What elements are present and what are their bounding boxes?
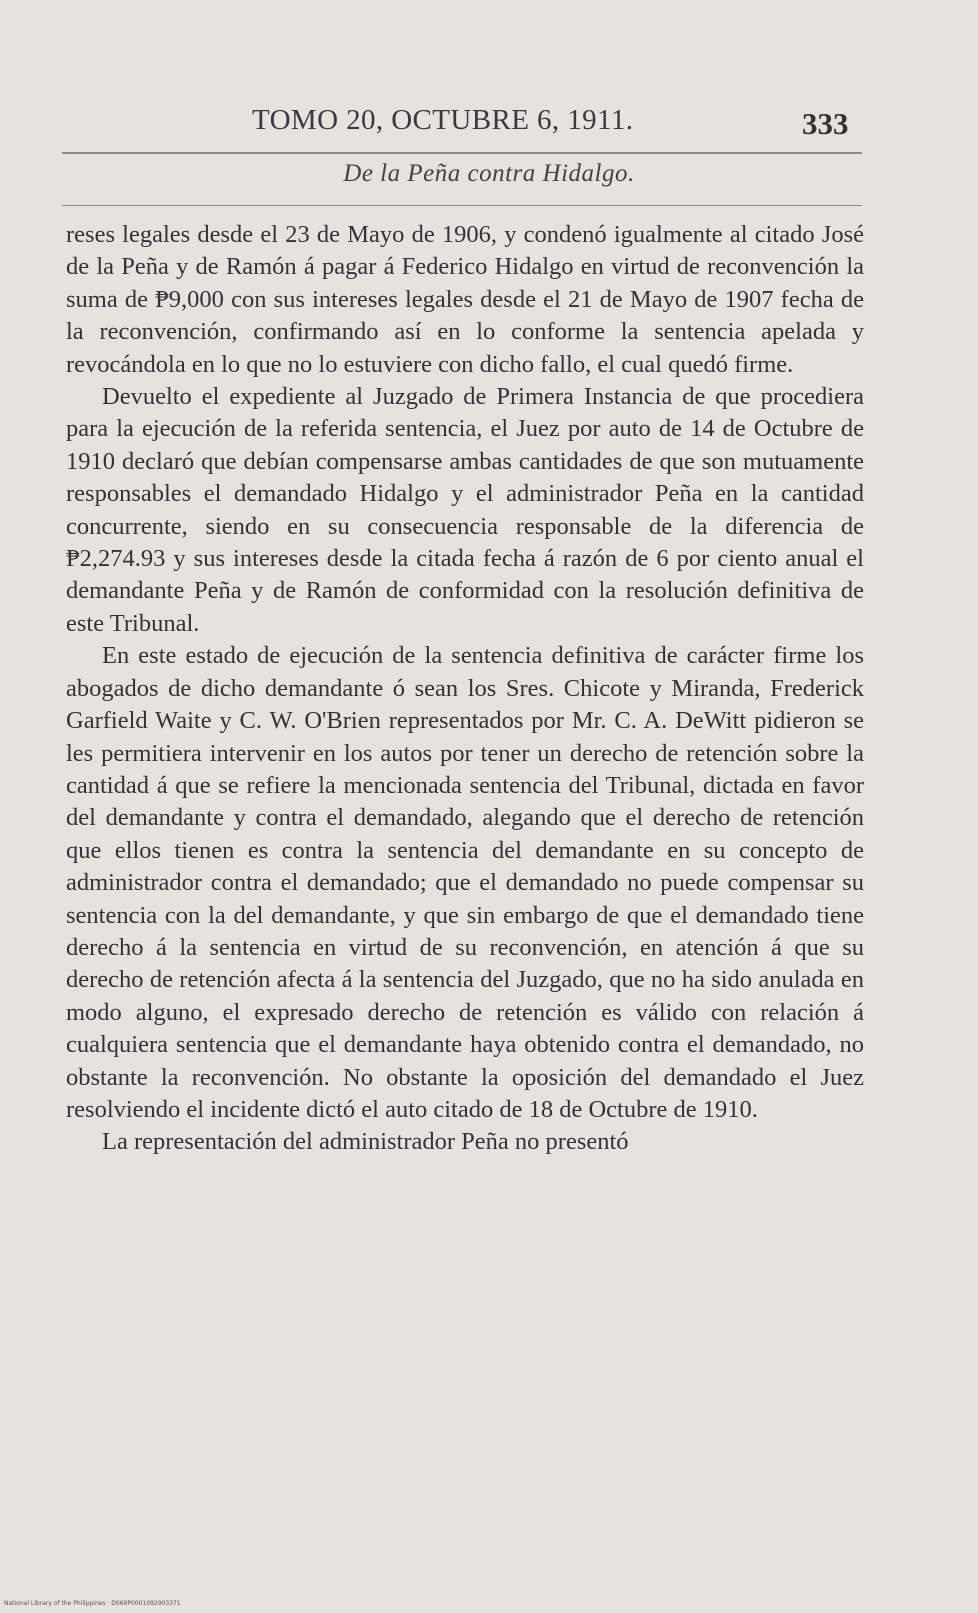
paragraph: Devuelto el expediente al Juzgado de Primera Instancia de que procediera para la ejecución de la referida sentencia, el Juez por auto de 14 de Octubre de 1910 declaró que debían compensarse ambas cantidades de que son mutuamente responsables el demandado Hidalgo y el administrador Peña en la cantidad concurrente, siendo en su consecuencia responsable de la diferencia de ₱2,274.93 y sus intereses desde la citada fecha á razón de 6 por ciento anual el demandante Peña y de Ramón de conformidad con la resolución definitiva de este Tribunal.	[66, 383, 864, 637]
paragraph: La representación del administrador Peña no presentó	[102, 1128, 629, 1156]
page-header	[0, 104, 978, 150]
running-title: TOMO 20, OCTUBRE 6, 1911.	[252, 104, 634, 136]
case-title: De la Peña contra Hidalgo.	[343, 160, 635, 187]
paragraph: En este estado de ejecución de la sentencia definitiva de carácter firme los abogados de dicho demandante ó sean los Sres. Chicote y Miranda, Frederick Garfield Waite y C. W. O'Brien representados por Mr. C. A. DeWitt pidieron se les permitiera intervenir en los autos por tener un derecho de retención sobre la cantidad á que se refiere la mencionada sentencia del Tribunal, dictada en favor del demandante y contra el demandado, alegando que el derecho de retención que ellos tienen es contra la sentencia del demandante en su concepto de administrador contra el demandado; que el demandado no puede compensar su sentencia con la del demandante, y que sin embargo de que el demandado tiene derecho á la sentencia en virtud de su reconvención, en atención á que su derecho de retención afecta á la sentencia del Juzgado, que no ha sido anulada en modo alguno, el expresado derecho de retención es válido con relación á cualquiera sentencia que el demandante haya obtenido contra el demandado, no obstante la reconvención. No obstante la oposición del demandado el Juez resolviendo el incidente dictó el auto citado de 18 de Octubre de 1910.	[66, 642, 864, 1123]
body-text	[66, 219, 864, 1159]
header-rule-bottom	[62, 205, 862, 206]
page-number: 333	[802, 106, 849, 141]
header-rule-top	[62, 152, 862, 154]
paragraph-continued: reses legales desde el 23 de Mayo de 1906, y condenó igualmente al citado José de la Peña y de Ramón á pagar á Federico Hidalgo en virtud de reconvención la suma de ₱9,000 con sus intereses legales desde el 21 de Mayo de 1907 fecha de la reconvención, confirmando así en lo conforme la sentencia apelada y revocándola en lo que no lo estuviere con dicho fallo, el cual quedó firme.	[66, 221, 864, 378]
scan-footer-note: National Library of the Philippines · D069P0001092903371	[4, 1600, 181, 1607]
